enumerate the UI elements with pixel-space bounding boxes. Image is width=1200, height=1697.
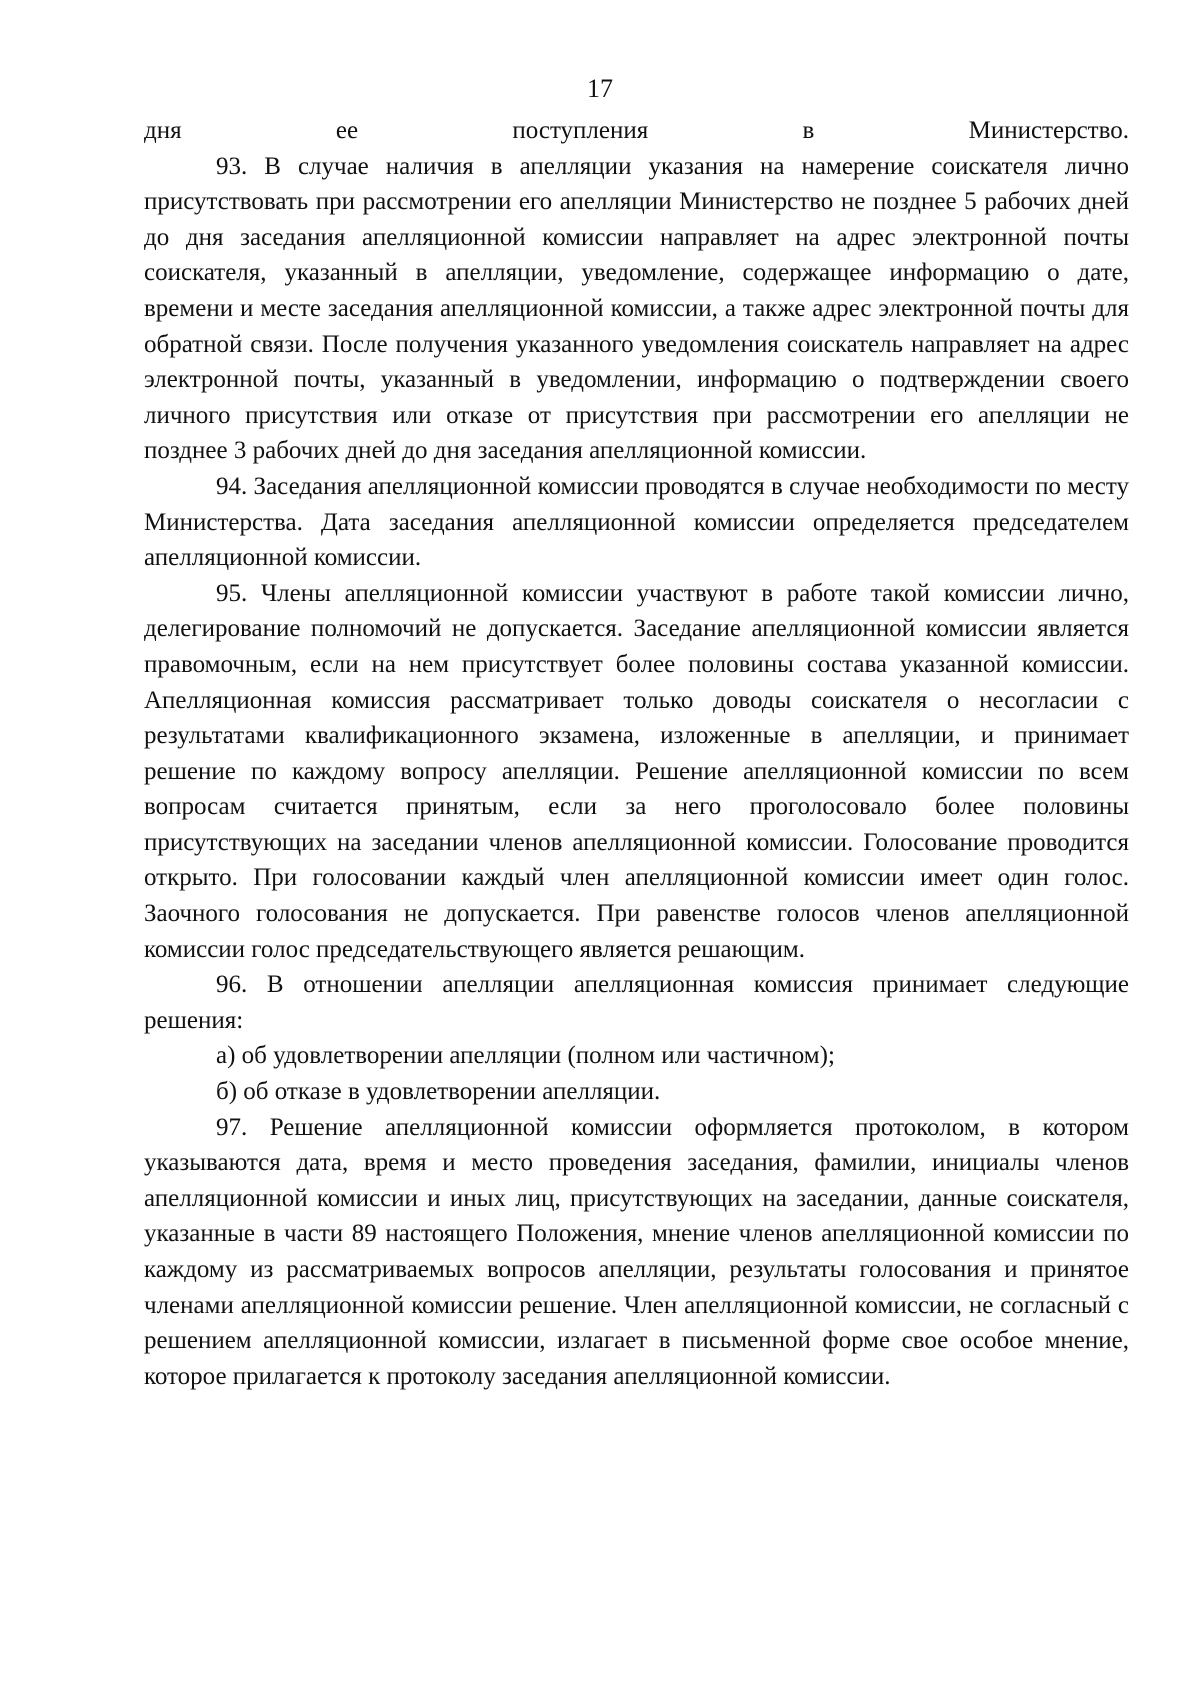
paragraph-96-item-b: б) об отказе в удовлетворении апелляции.	[216, 1078, 661, 1106]
paragraph-continuation: дня ее поступления в Министерство.	[144, 117, 1129, 144]
paragraph-96: 96. В отношении апелляции апелляционная комиссия принимает следующие решения:	[144, 971, 1129, 1034]
document-body	[144, 113, 1129, 1394]
page-number: 17	[587, 74, 613, 103]
paragraph-94: 94. Заседания апелляционной комиссии проводятся в случае необходимости по месту Министерства. Дата заседания апелляционной комиссии определяется председателем апелляционной комиссии.	[144, 472, 1129, 572]
paragraph-95: 95. Члены апелляционной комиссии участвуют в работе такой комиссии лично, делегирование полномочий не допускается. Заседание апелляционной комиссии является правомочным, если на нем присутствует более половины состава указанной комиссии. Апелляционная комиссия рассматривает только доводы соискателя о несогласии с результатами квалификационного экзамена, изложенные в апелляции, и принимает решение по каждому вопросу апелляции. Решение апелляционной комиссии по всем вопросам считается принятым, если за него проголосовало более половины присутствующих на заседании членов апелляционной комиссии. Голосование проводится открыто. При голосовании каждый член апелляционной комиссии имеет один голос. Заочного голосования не допускается. При равенстве голосов членов апелляционной комиссии голос председательствующего является решающим.	[144, 579, 1129, 963]
paragraph-93: 93. В случае наличия в апелляции указания на намерение соискателя лично присутствовать при рассмотрении его апелляции Министерство не позднее 5 рабочих дней до дня заседания апелляционной комиссии направляет на адрес электронной почты соискателя, указанный в апелляции, уведомление, содержащее информацию о дате, времени и месте заседания апелляционной комиссии, а также адрес электронной почты для обратной связи. После получения указанного уведомления соискатель направляет на адрес электронной почты, указанный в уведомлении, информацию о подтверждении своего личного присутствия или отказе от присутствия при рассмотрении его апелляции не позднее 3 рабочих дней до дня заседания апелляционной комиссии.	[144, 152, 1129, 465]
paragraph-96-item-a: а) об удовлетворении апелляции (полном или частичном);	[216, 1042, 835, 1070]
paragraph-97: 97. Решение апелляционной комиссии оформляется протоколом, в котором указываются дата, время и место проведения заседания, фамилии, инициалы членов апелляционной комиссии и иных лиц, присутствующих на заседании, данные соискателя, указанные в части 89 настоящего Положения, мнение членов апелляционной комиссии по каждому из рассматриваемых вопросов апелляции, результаты голосования и принятое членами апелляционной комиссии решение. Член апелляционной комиссии, не согласный с решением апелляционной комиссии, излагает в письменной форме свое особое мнение, которое прилагается к протоколу заседания апелляционной комиссии.	[144, 1113, 1129, 1390]
